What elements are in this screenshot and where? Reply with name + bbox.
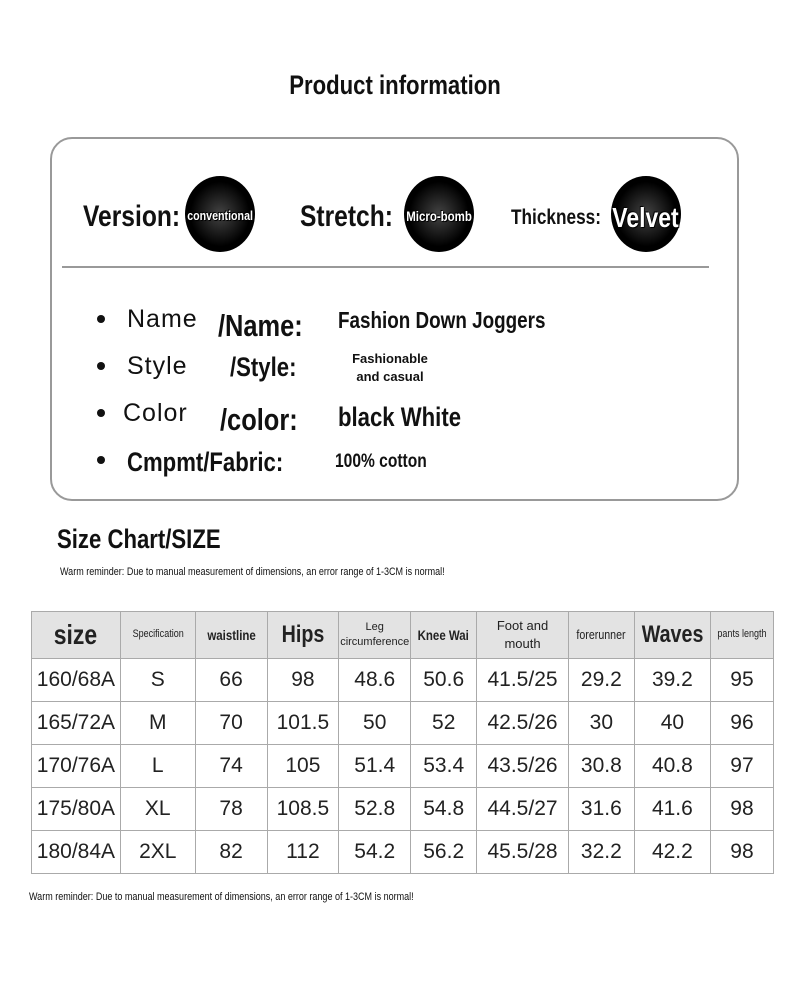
table-cell: 105 bbox=[267, 745, 339, 788]
table-row bbox=[32, 702, 774, 745]
header-forerunner: forerunner bbox=[568, 612, 634, 659]
table-cell: 78 bbox=[195, 788, 267, 831]
table-row bbox=[32, 745, 774, 788]
page-title: Product information bbox=[289, 70, 501, 100]
table-cell: 96 bbox=[710, 702, 773, 745]
table-cell: 82 bbox=[195, 831, 267, 874]
table-cell: 30.8 bbox=[568, 745, 634, 788]
header-leg-circumference: Leg circumference bbox=[339, 612, 411, 659]
table-cell: 98 bbox=[267, 659, 339, 702]
table-cell: 2XL bbox=[120, 831, 195, 874]
table-cell: 53.4 bbox=[411, 745, 477, 788]
header-specification: Specification bbox=[120, 612, 195, 659]
bullet-icon bbox=[97, 409, 105, 417]
table-cell: L bbox=[120, 745, 195, 788]
table-cell: 31.6 bbox=[568, 788, 634, 831]
table-cell: 50 bbox=[339, 702, 411, 745]
table-cell: 44.5/27 bbox=[477, 788, 569, 831]
table-cell: 30 bbox=[568, 702, 634, 745]
table-cell: 48.6 bbox=[339, 659, 411, 702]
color-label: /color: bbox=[220, 402, 298, 437]
bullet-icon bbox=[97, 456, 105, 464]
table-row bbox=[32, 659, 774, 702]
table-cell: 180/84A bbox=[32, 831, 121, 874]
fabric-label: Cmpmt/Fabric: bbox=[127, 447, 284, 477]
version-label: Version: bbox=[83, 200, 181, 233]
name-label-en: Name bbox=[127, 305, 198, 333]
table-cell: 54.2 bbox=[339, 831, 411, 874]
color-value: black White bbox=[338, 402, 462, 432]
header-size: size bbox=[32, 612, 121, 659]
bullet-icon bbox=[97, 362, 105, 370]
header-pants-length: pants length bbox=[710, 612, 773, 659]
name-value: Fashion Down Joggers bbox=[338, 307, 546, 333]
table-cell: 32.2 bbox=[568, 831, 634, 874]
bullet-icon bbox=[97, 315, 105, 323]
thickness-value: Velvet bbox=[611, 202, 679, 233]
header-knee: Knee Wai bbox=[411, 612, 477, 659]
table-cell: 165/72A bbox=[32, 702, 121, 745]
color-label-en: Color bbox=[123, 399, 188, 427]
style-label-en: Style bbox=[127, 352, 188, 380]
table-cell: 98 bbox=[710, 788, 773, 831]
header-foot-mouth: Foot and mouth bbox=[477, 612, 569, 659]
table-cell: M bbox=[120, 702, 195, 745]
table-cell: 74 bbox=[195, 745, 267, 788]
table-cell: 42.5/26 bbox=[477, 702, 569, 745]
table-cell: 97 bbox=[710, 745, 773, 788]
style-value: Fashionable and casual bbox=[352, 351, 428, 385]
header-waistline: waistline bbox=[195, 612, 267, 659]
table-cell: 50.6 bbox=[411, 659, 477, 702]
table-cell: 112 bbox=[267, 831, 339, 874]
header-waves: Waves bbox=[634, 612, 710, 659]
table-cell: 66 bbox=[195, 659, 267, 702]
table-cell: 40 bbox=[634, 702, 710, 745]
stretch-label: Stretch: bbox=[300, 200, 393, 233]
thickness-label: Thickness: bbox=[511, 206, 601, 229]
table-cell: XL bbox=[120, 788, 195, 831]
style-label: /Style: bbox=[230, 352, 297, 382]
table-cell: 160/68A bbox=[32, 659, 121, 702]
table-cell: 52.8 bbox=[339, 788, 411, 831]
table-cell: 29.2 bbox=[568, 659, 634, 702]
table-cell: 51.4 bbox=[339, 745, 411, 788]
version-value: conventional bbox=[187, 208, 253, 223]
table-cell: 42.2 bbox=[634, 831, 710, 874]
table-header-row bbox=[32, 612, 774, 659]
divider bbox=[62, 266, 709, 268]
table-cell: 40.8 bbox=[634, 745, 710, 788]
table-cell: 45.5/28 bbox=[477, 831, 569, 874]
table-cell: 108.5 bbox=[267, 788, 339, 831]
table-cell: 101.5 bbox=[267, 702, 339, 745]
size-chart-title: Size Chart/SIZE bbox=[57, 524, 221, 554]
table-cell: S bbox=[120, 659, 195, 702]
stretch-value: Micro-bomb bbox=[406, 208, 472, 224]
fabric-value: 100% cotton bbox=[335, 451, 427, 472]
size-table bbox=[31, 611, 774, 874]
table-cell: 41.6 bbox=[634, 788, 710, 831]
warm-reminder-top: Warm reminder: Due to manual measurement of dimensions, an error range of 1-3CM is normal! bbox=[60, 566, 445, 578]
header-hips: Hips bbox=[267, 612, 339, 659]
table-row bbox=[32, 788, 774, 831]
table-cell: 70 bbox=[195, 702, 267, 745]
table-cell: 52 bbox=[411, 702, 477, 745]
name-label: /Name: bbox=[218, 308, 303, 343]
table-cell: 98 bbox=[710, 831, 773, 874]
table-cell: 56.2 bbox=[411, 831, 477, 874]
table-cell: 43.5/26 bbox=[477, 745, 569, 788]
table-cell: 54.8 bbox=[411, 788, 477, 831]
table-cell: 41.5/25 bbox=[477, 659, 569, 702]
table-cell: 39.2 bbox=[634, 659, 710, 702]
warm-reminder-bottom: Warm reminder: Due to manual measurement of dimensions, an error range of 1-3CM is normal! bbox=[29, 891, 414, 903]
table-cell: 175/80A bbox=[32, 788, 121, 831]
table-cell: 95 bbox=[710, 659, 773, 702]
table-cell: 170/76A bbox=[32, 745, 121, 788]
table-row bbox=[32, 831, 774, 874]
